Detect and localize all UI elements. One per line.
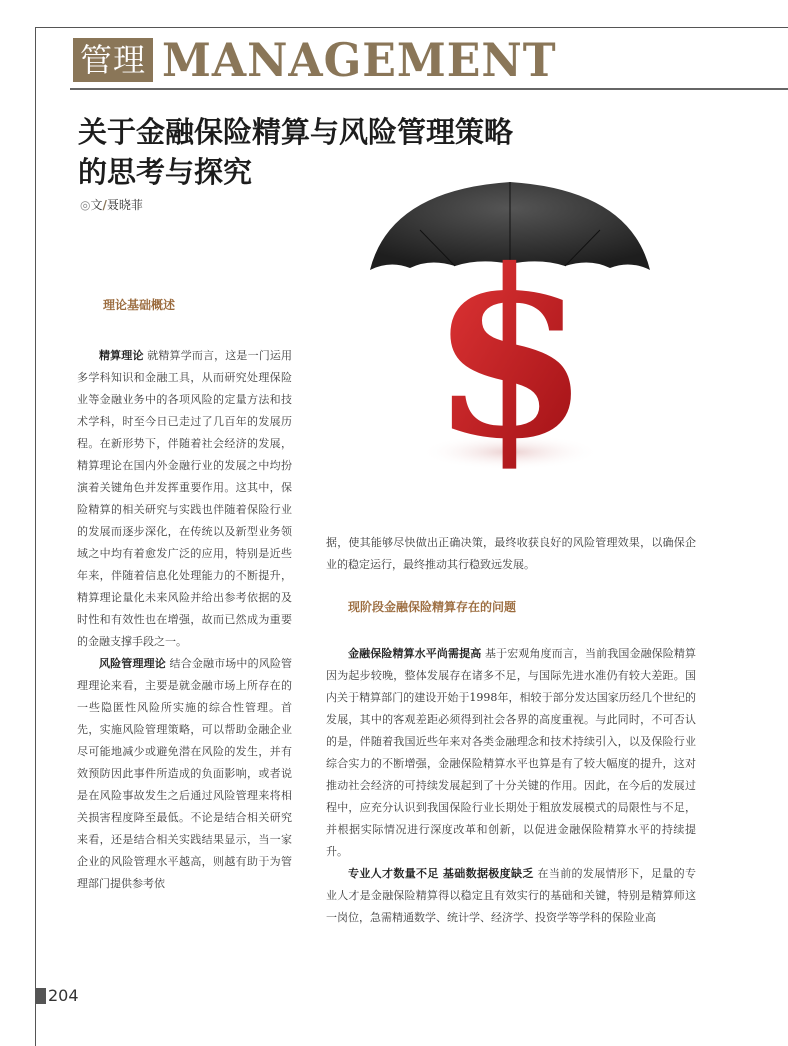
dollar-sign: $: [429, 220, 591, 480]
byline-label: 文: [90, 198, 103, 212]
section-label-en: MANAGEMENT: [162, 33, 557, 87]
byline-slash: /: [102, 198, 107, 212]
left-column: [77, 296, 292, 895]
section-heading-theory: 理论基础概述: [103, 298, 176, 312]
header-rule: [70, 88, 788, 90]
text-talent-shortage: 在当前的发展情形下，足量的专业人才是金融保险精算得以稳定且有效实行的基础和关键，特别是精算师这一岗位，急需精通数学、统计学、经济学、投资学等学科的保险业高: [326, 867, 696, 924]
title-line-1: 关于金融保险精算与风险管理策略: [78, 115, 514, 149]
title-line-2: 的思考与探究: [78, 155, 253, 189]
lead-risk-management: 风险管理理论: [99, 657, 166, 670]
text-risk-management: 结合金融市场中的风险管理理论来看，主要是就金融市场上所存在的一些隐匿性风险所实施的综合性管理。首先，实施风险管理策略，可以帮助金融企业尽可能地减少或避免潜在风险的发生，并有效预防因此事件所造成的负面影响，或者说是在风险事故发生之后通过风险管理来将相关损害程度降至最低。不论是结合相关研究来看，还是结合相关实践结果显示，当一家企业的风险管理水平越高，则越有助于为管理部门提供参考依: [77, 657, 293, 890]
text-actuarial-theory: 就精算学而言，这是一门运用多学科知识和金融工具，从而研究处理保险业等金融业务中的各项风险的定量方法和技术学科，时至今日已走过了几百年的发展历程。在新形势下，伴随着社会经济的发展，精算理论在国内外金融行业的发展之中均扮演着关键角色并发挥重要作用。这其中，保险精算的相关研究与实践也伴随着保险行业的发展而逐步深化，在传统以及新型业务领域之中均有着愈发广泛的应用，特别是近些年来，伴随着信息化处理能力的不断提升，精算理论量化未来风险并给出参考依据的及时性和有效性也在增强，故而已然成为重要的金融支撑手段之一。: [77, 349, 293, 648]
text-actuarial-level: 基于宏观角度而言，当前我国金融保险精算因为起步较晚，整体发展存在诸多不足，与国际先进水准仍有较大差距。国内关于精算部门的建设开始于1998年，相较于部分发达国家历经几个世纪的发展，其中的客观差距必须得到社会各界的高度重视。与此同时，不可否认的是，伴随着我国近些年来对各类金融理念和技术持续引入，以及保险行业综合实力的不断增强，金融保险精算水平也算是有了较大幅度的提升，这对推动社会经济的可持续发展起到了十分关键的作用。因此，在今后的发展过程中，应充分认识到我国保险行业长期处于粗放发展模式的局限性与不足，并根据实际情况进行深度改革和创新，以促进金融保险精算水平的持续提升。: [326, 647, 697, 858]
paragraph-continuation: 据，使其能够尽快做出正确决策，最终收获良好的风险管理效果，以确保企业的稳定运行，最终推动其行稳致远发展。: [326, 536, 696, 571]
lead-talent-shortage: 专业人才数量不足 基础数据极度缺乏: [348, 867, 534, 880]
right-column: [326, 532, 696, 929]
paragraph-risk-management: [77, 653, 292, 895]
lead-actuarial-level: 金融保险精算水平尚需提高: [348, 647, 482, 660]
paragraph-talent-shortage: [326, 863, 696, 929]
section-heading-problems: 现阶段金融保险精算存在的问题: [348, 600, 517, 614]
section-label-cn: 管理: [73, 38, 153, 82]
paragraph-actuarial-level: [326, 643, 696, 863]
page-number-marker: [36, 988, 46, 1004]
byline-bullet-icon: ◎: [80, 198, 91, 212]
top-border-rule: [35, 27, 788, 28]
paragraph-actuarial-theory: [77, 345, 292, 653]
left-border-rule: [35, 27, 36, 1046]
lead-actuarial-theory: 精算理论: [99, 349, 144, 362]
page-number-text: 204: [48, 986, 79, 1005]
author-name: 聂晓菲: [106, 198, 143, 212]
byline: [80, 196, 143, 213]
umbrella-dollar-icon: [360, 180, 660, 480]
page-number: [36, 986, 79, 1005]
umbrella-dollar-illustration: [360, 180, 660, 480]
